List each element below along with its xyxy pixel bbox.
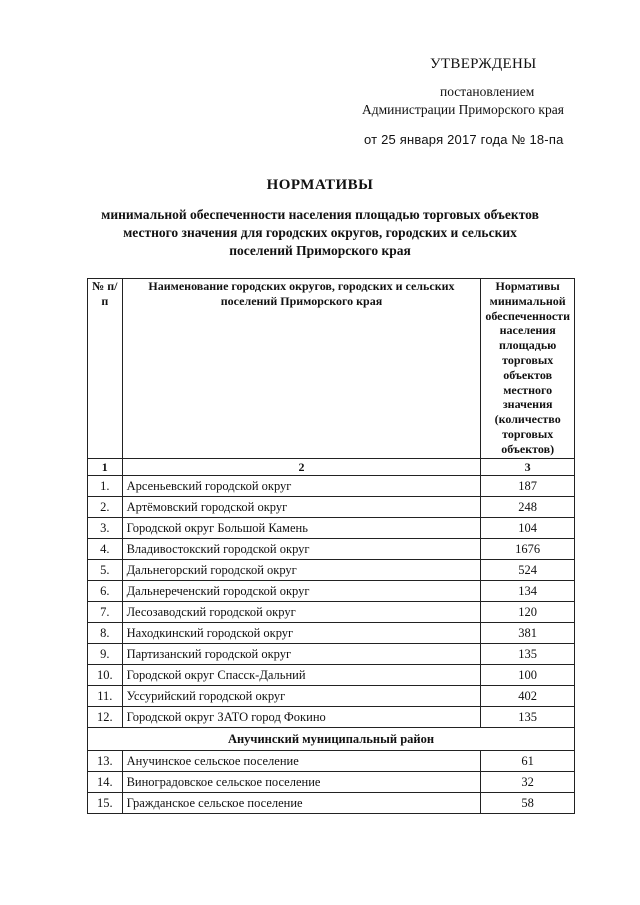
row-value: 104 xyxy=(481,518,575,539)
row-value: 32 xyxy=(481,772,575,793)
row-name: Лесозаводский городской округ xyxy=(122,602,481,623)
row-value: 134 xyxy=(481,581,575,602)
row-value: 135 xyxy=(481,707,575,728)
row-number: 11. xyxy=(88,686,123,707)
row-value: 58 xyxy=(481,793,575,814)
approval-block xyxy=(362,56,612,147)
table-row xyxy=(88,644,575,665)
row-name: Партизанский городской округ xyxy=(122,644,481,665)
section-title: Анучинский муниципальный район xyxy=(88,728,575,751)
table-row xyxy=(88,476,575,497)
row-value: 524 xyxy=(481,560,575,581)
approval-heading: УТВЕРЖДЕНЫ xyxy=(430,56,537,72)
table-row xyxy=(88,793,575,814)
approval-date: от 25 января 2017 года № 18-па xyxy=(364,132,564,147)
row-value: 1676 xyxy=(481,539,575,560)
column-number: 1 xyxy=(88,459,123,476)
row-number: 7. xyxy=(88,602,123,623)
table-row xyxy=(88,539,575,560)
row-number: 14. xyxy=(88,772,123,793)
row-number: 1. xyxy=(88,476,123,497)
row-name: Городской округ ЗАТО город Фокино xyxy=(122,707,481,728)
row-value: 120 xyxy=(481,602,575,623)
column-number-row xyxy=(88,459,575,476)
row-name: Дальнегорский городской округ xyxy=(122,560,481,581)
row-name: Анучинское сельское поселение xyxy=(122,751,481,772)
row-value: 248 xyxy=(481,497,575,518)
approval-resolution: постановлением xyxy=(440,84,535,99)
table-header-row xyxy=(88,279,575,459)
table-row xyxy=(88,602,575,623)
row-name: Артёмовский городской округ xyxy=(122,497,481,518)
row-number: 12. xyxy=(88,707,123,728)
row-number: 8. xyxy=(88,623,123,644)
row-value: 100 xyxy=(481,665,575,686)
row-name: Находкинский городской округ xyxy=(122,623,481,644)
header-norm: Нормативы минимальной обеспеченности населения площадью торговых объектов местного значения (количество торговых объектов) xyxy=(481,279,575,459)
table-row xyxy=(88,623,575,644)
row-number: 5. xyxy=(88,560,123,581)
row-value: 402 xyxy=(481,686,575,707)
row-name: Гражданское сельское поселение xyxy=(122,793,481,814)
row-number: 13. xyxy=(88,751,123,772)
header-name: Наименование городских округов, городских и сельских поселений Приморского края xyxy=(122,279,481,459)
document-title: НОРМАТИВЫ xyxy=(266,177,374,193)
table-row xyxy=(88,497,575,518)
document-subtitle: минимальной обеспеченности населения площадью торговых объектов местного значения для городских округов, городских и сельских поселений Приморского края xyxy=(101,207,539,258)
row-value: 61 xyxy=(481,751,575,772)
header-number: № п/п xyxy=(88,279,123,459)
row-name: Владивостокский городской округ xyxy=(122,539,481,560)
row-name: Городской округ Большой Камень xyxy=(122,518,481,539)
row-number: 9. xyxy=(88,644,123,665)
row-value: 187 xyxy=(481,476,575,497)
row-number: 2. xyxy=(88,497,123,518)
table-row xyxy=(88,686,575,707)
approval-authority: Администрации Приморского края xyxy=(362,102,564,117)
table-row xyxy=(88,581,575,602)
row-name: Уссурийский городской округ xyxy=(122,686,481,707)
row-value: 381 xyxy=(481,623,575,644)
column-number: 2 xyxy=(122,459,481,476)
table-row xyxy=(88,560,575,581)
table-row xyxy=(88,665,575,686)
row-name: Арсеньевский городской округ xyxy=(122,476,481,497)
row-number: 6. xyxy=(88,581,123,602)
table-row xyxy=(88,772,575,793)
column-number: 3 xyxy=(481,459,575,476)
row-name: Дальнереченский городской округ xyxy=(122,581,481,602)
row-number: 10. xyxy=(88,665,123,686)
table-row xyxy=(88,751,575,772)
norms-table xyxy=(87,278,575,814)
section-row xyxy=(88,728,575,751)
table-row xyxy=(88,518,575,539)
row-number: 15. xyxy=(88,793,123,814)
table-row xyxy=(88,707,575,728)
row-name: Виноградовское сельское поселение xyxy=(122,772,481,793)
row-number: 3. xyxy=(88,518,123,539)
row-value: 135 xyxy=(481,644,575,665)
row-name: Городской округ Спасск-Дальний xyxy=(122,665,481,686)
row-number: 4. xyxy=(88,539,123,560)
